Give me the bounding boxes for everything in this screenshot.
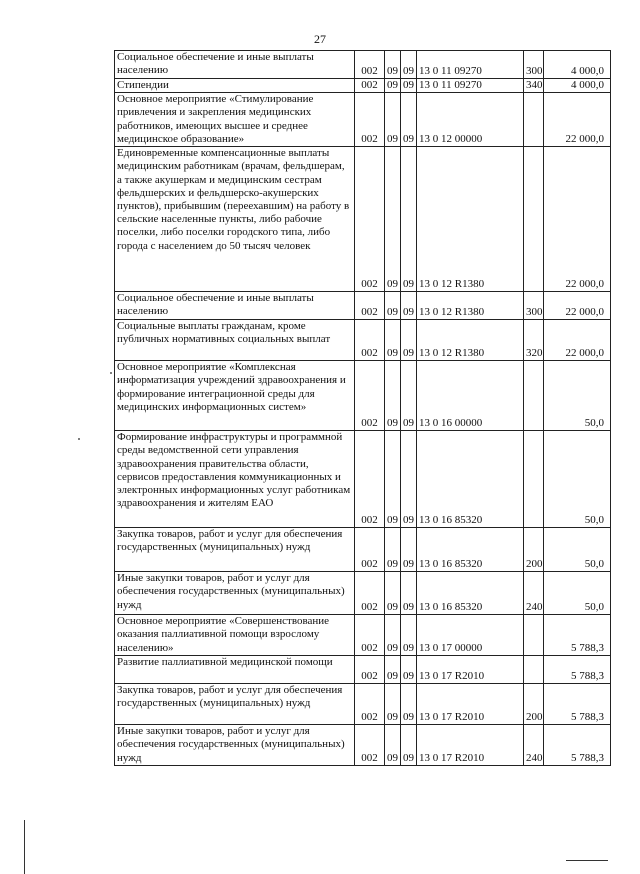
expense-type-code	[524, 93, 544, 147]
row-name: Иные закупки товаров, работ и услуг для обеспечения государственных (муниципальных) нужд	[115, 725, 355, 766]
grbs-code: 002	[355, 51, 385, 79]
expense-type-code: 320	[524, 320, 544, 361]
table-row	[115, 93, 611, 147]
expense-type-code	[524, 656, 544, 684]
target-article-code: 13 0 16 85320	[417, 431, 524, 528]
grbs-code: 002	[355, 725, 385, 766]
section-code: 09	[385, 725, 401, 766]
stray-mark	[78, 438, 80, 440]
amount: 5 788,3	[544, 615, 611, 656]
amount: 4 000,0	[544, 51, 611, 79]
grbs-code: 002	[355, 147, 385, 292]
target-article-code: 13 0 16 85320	[417, 528, 524, 572]
expense-type-code	[524, 361, 544, 431]
subsection-code: 09	[401, 615, 417, 656]
table-row	[115, 51, 611, 79]
subsection-code: 09	[401, 361, 417, 431]
amount: 22 000,0	[544, 292, 611, 320]
amount: 5 788,3	[544, 656, 611, 684]
expense-type-code: 240	[524, 572, 544, 615]
row-name: Основное мероприятие «Совершенствование оказания паллиативной помощи взрослому населению»	[115, 615, 355, 656]
row-name: Единовременные компенсационные выплаты медицинским работникам (врачам, фельдшерам, а также акушеркам и медицинским сестрам фельдшерских и фельдшерско-акушерских пунктов), прибывшим (переехавшим) на работу в сельские населенные пункты, либо рабочие поселки, либо поселки городского типа, либо города с населением до 50 тысяч человек	[115, 147, 355, 292]
subsection-code: 09	[401, 684, 417, 725]
row-name: Основное мероприятие «Комплексная информатизация учреждений здравоохранения и формирование интеграционной среды для медицинских информационных систем»	[115, 361, 355, 431]
amount: 5 788,3	[544, 684, 611, 725]
grbs-code: 002	[355, 79, 385, 93]
subsection-code: 09	[401, 431, 417, 528]
expense-type-code	[524, 147, 544, 292]
expense-type-code: 300	[524, 51, 544, 79]
amount: 50,0	[544, 528, 611, 572]
expense-type-code	[524, 615, 544, 656]
subsection-code: 09	[401, 93, 417, 147]
amount: 50,0	[544, 431, 611, 528]
table-row	[115, 615, 611, 656]
page-number: 27	[314, 32, 326, 46]
section-code: 09	[385, 572, 401, 615]
target-article-code: 13 0 12 R1380	[417, 147, 524, 292]
target-article-code: 13 0 16 85320	[417, 572, 524, 615]
amount: 5 788,3	[544, 725, 611, 766]
row-name: Основное мероприятие «Стимулирование привлечения и закрепления медицинских работников, имеющих высшее и среднее медицинское образование»	[115, 93, 355, 147]
target-article-code: 13 0 16 00000	[417, 361, 524, 431]
grbs-code: 002	[355, 431, 385, 528]
section-code: 09	[385, 528, 401, 572]
row-name: Стипендии	[115, 79, 355, 93]
row-name: Развитие паллиативной медицинской помощи	[115, 656, 355, 684]
subsection-code: 09	[401, 147, 417, 292]
amount: 50,0	[544, 572, 611, 615]
expense-type-code	[524, 431, 544, 528]
subsection-code: 09	[401, 320, 417, 361]
section-code: 09	[385, 51, 401, 79]
table-row	[115, 147, 611, 292]
table-row	[115, 79, 611, 93]
table-row	[115, 528, 611, 572]
table-row	[115, 431, 611, 528]
table-row	[115, 656, 611, 684]
target-article-code: 13 0 17 R2010	[417, 725, 524, 766]
section-code: 09	[385, 656, 401, 684]
target-article-code: 13 0 11 09270	[417, 51, 524, 79]
section-code: 09	[385, 93, 401, 147]
row-name: Социальные выплаты гражданам, кроме публичных нормативных социальных выплат	[115, 320, 355, 361]
target-article-code: 13 0 17 R2010	[417, 684, 524, 725]
target-article-code: 13 0 12 00000	[417, 93, 524, 147]
section-code: 09	[385, 431, 401, 528]
row-name: Социальное обеспечение и иные выплаты населению	[115, 51, 355, 79]
grbs-code: 002	[355, 528, 385, 572]
table-row	[115, 292, 611, 320]
bottom-right-line	[566, 860, 608, 861]
grbs-code: 002	[355, 320, 385, 361]
left-margin-line	[24, 820, 25, 874]
expense-type-code: 240	[524, 725, 544, 766]
row-name: Формирование инфраструктуры и программной среды ведомственной сети управления здравоохранения правительства области, сервисов предоставления коммуникационных и электронных информационных услуг работникам здравоохранения и жителям ЕАО	[115, 431, 355, 528]
row-name: Социальное обеспечение и иные выплаты населению	[115, 292, 355, 320]
subsection-code: 09	[401, 292, 417, 320]
table-row	[115, 725, 611, 766]
subsection-code: 09	[401, 572, 417, 615]
section-code: 09	[385, 361, 401, 431]
row-name: Закупка товаров, работ и услуг для обеспечения государственных (муниципальных) нужд	[115, 528, 355, 572]
section-code: 09	[385, 615, 401, 656]
expense-type-code: 200	[524, 684, 544, 725]
target-article-code: 13 0 12 R1380	[417, 292, 524, 320]
subsection-code: 09	[401, 79, 417, 93]
grbs-code: 002	[355, 93, 385, 147]
section-code: 09	[385, 320, 401, 361]
target-article-code: 13 0 12 R1380	[417, 320, 524, 361]
row-name: Иные закупки товаров, работ и услуг для обеспечения государственных (муниципальных) нужд	[115, 572, 355, 615]
table-row	[115, 320, 611, 361]
amount: 50,0	[544, 361, 611, 431]
expense-type-code: 340	[524, 79, 544, 93]
section-code: 09	[385, 292, 401, 320]
subsection-code: 09	[401, 528, 417, 572]
budget-table	[114, 50, 611, 766]
expense-type-code: 200	[524, 528, 544, 572]
expense-type-code: 300	[524, 292, 544, 320]
grbs-code: 002	[355, 615, 385, 656]
amount: 22 000,0	[544, 320, 611, 361]
amount: 22 000,0	[544, 93, 611, 147]
table-row	[115, 684, 611, 725]
target-article-code: 13 0 17 00000	[417, 615, 524, 656]
grbs-code: 002	[355, 684, 385, 725]
grbs-code: 002	[355, 292, 385, 320]
section-code: 09	[385, 684, 401, 725]
subsection-code: 09	[401, 725, 417, 766]
amount: 4 000,0	[544, 79, 611, 93]
table-row	[115, 572, 611, 615]
grbs-code: 002	[355, 572, 385, 615]
stray-mark	[110, 372, 112, 374]
amount: 22 000,0	[544, 147, 611, 292]
row-name: Закупка товаров, работ и услуг для обеспечения государственных (муниципальных) нужд	[115, 684, 355, 725]
section-code: 09	[385, 147, 401, 292]
subsection-code: 09	[401, 51, 417, 79]
section-code: 09	[385, 79, 401, 93]
table-row	[115, 361, 611, 431]
subsection-code: 09	[401, 656, 417, 684]
grbs-code: 002	[355, 656, 385, 684]
target-article-code: 13 0 11 09270	[417, 79, 524, 93]
grbs-code: 002	[355, 361, 385, 431]
budget-table-body	[115, 51, 611, 766]
target-article-code: 13 0 17 R2010	[417, 656, 524, 684]
